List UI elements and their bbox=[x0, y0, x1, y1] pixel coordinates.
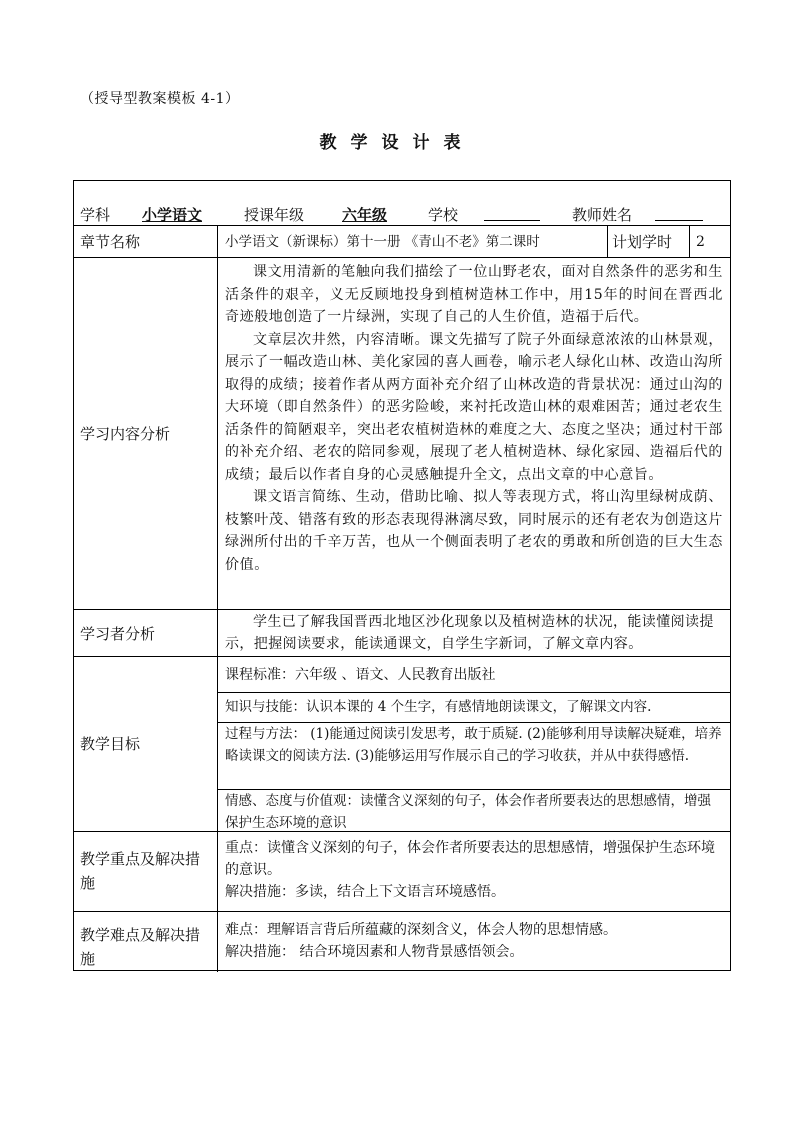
document-title: 教学设计表 bbox=[319, 133, 475, 153]
learner-analysis-paragraph: 学生已了解我国晋西北地区沙化现象以及植树造林的状况，能读懂阅读提示，把握阅读要求，能读通课文，自学生字新词，了解文章内容。 bbox=[225, 614, 714, 652]
lesson-design-table bbox=[73, 180, 731, 971]
content-paragraph: 课文用清新的笔触向我们描绘了一位山野老农，面对自然条件的恶劣和生活条件的艰辛，义无反顾地投身到植树造林工作中，用15年的时间在晋西北奇迹般地创造了一片绿洲，实现了自己的人生价值，造福于后代。 bbox=[225, 264, 723, 325]
chapter-label: 章节名称 bbox=[80, 233, 141, 251]
objective-emotion: 情感、态度与价值观：读懂含义深刻的句子，体会作者所要表达的思想感情，增强保护生态环境的意识 bbox=[225, 793, 711, 831]
row-divider bbox=[74, 911, 730, 912]
key-points-label: 教学重点及解决措施 bbox=[80, 850, 201, 892]
column-divider bbox=[689, 225, 690, 257]
difficulty-solution: 解决措施： 结合环境因素和人物背景感悟领会。 bbox=[225, 944, 524, 960]
teacher-blank[interactable] bbox=[655, 204, 703, 221]
difficulties-label: 教学难点及解决措施 bbox=[80, 926, 201, 968]
row-divider bbox=[74, 257, 730, 258]
objective-knowledge: 知识与技能：认识本课的 4 个生字，有感情地朗读课文，了解课文内容. bbox=[225, 699, 652, 715]
grade-label: 授课年级 bbox=[244, 206, 305, 224]
column-divider bbox=[607, 225, 608, 257]
key-point-focus: 重点：读懂含义深刻的句子，体会作者所要表达的思想感情，增强保护生态环境的意识。 bbox=[225, 840, 715, 878]
subject-value: 小学语文 bbox=[142, 206, 203, 224]
content-analysis-label: 学习内容分析 bbox=[80, 425, 171, 443]
difficulty-item: 难点：理解语言背后所蕴藏的深刻含义，体会人物的思想情感。 bbox=[225, 922, 617, 938]
content-analysis-text bbox=[225, 261, 723, 576]
key-points-text bbox=[225, 837, 723, 903]
objective-standard: 课程标准：六年级 、语文、人民教育出版社 bbox=[225, 667, 496, 683]
row-divider bbox=[74, 225, 730, 226]
row-divider bbox=[217, 722, 730, 723]
learner-analysis-text bbox=[225, 611, 723, 655]
objective-process: 过程与方法： (1)能通过阅读引发思考，敢于质疑. (2)能够利用导读解决疑难，培养略读课文的阅读方法. (3)能够运用写作展示自己的学习收获，并从中获得感悟. bbox=[225, 726, 722, 764]
row-divider bbox=[74, 609, 730, 610]
teacher-label: 教师姓名 bbox=[572, 206, 633, 224]
column-divider bbox=[217, 225, 218, 972]
template-label: （授导型教案模板 4-1） bbox=[80, 91, 240, 107]
chapter-value: 小学语文（新课标）第十一册 《青山不老》第二课时 bbox=[225, 234, 540, 250]
grade-value: 六年级 bbox=[342, 206, 388, 224]
learner-analysis-label: 学习者分析 bbox=[80, 625, 156, 643]
difficulties-text bbox=[225, 919, 723, 963]
row-divider bbox=[217, 789, 730, 790]
row-divider bbox=[217, 692, 730, 693]
objectives-label: 教学目标 bbox=[80, 735, 141, 753]
content-paragraph: 课文语言简练、生动，借助比喻、拟人等表现方式，将山沟里绿树成荫、枝繁叶茂、错落有致的形态表现得淋漓尽致，同时展示的还有老农为创造这片绿洲所付出的千辛万苦，也从一个侧面表明了老农的勇敢和所创造的巨大生态价值。 bbox=[225, 489, 723, 573]
subject-label: 学科 bbox=[80, 206, 111, 224]
row-divider bbox=[74, 656, 730, 657]
content-paragraph: 文章层次井然，内容清晰。课文先描写了院子外面绿意浓浓的山林景观，展示了一幅改造山林、美化家园的喜人画卷，喻示老人绿化山林、改造山沟所取得的成绩；接着作者从两方面补充介绍了山林改造的背景状况：通过山沟的大环境（即自然条件）的恶劣险峻，来衬托改造山林的艰难困苦；通过老农生活条件的简陋艰辛，突出老农植树造林的难度之大、态度之坚决；通过村干部的补充介绍、老农的陪同参观，展现了老人植树造林、绿化家园、造福后代的成绩；最后以作者自身的心灵感触提升全文，点出文章的中心意旨。 bbox=[225, 331, 723, 483]
school-blank[interactable] bbox=[484, 204, 540, 221]
key-point-solution: 解决措施：多读，结合上下文语言环境感悟。 bbox=[225, 884, 505, 900]
hours-label: 计划学时 bbox=[612, 233, 673, 251]
school-label: 学校 bbox=[428, 206, 459, 224]
hours-value: 2 bbox=[696, 234, 705, 250]
